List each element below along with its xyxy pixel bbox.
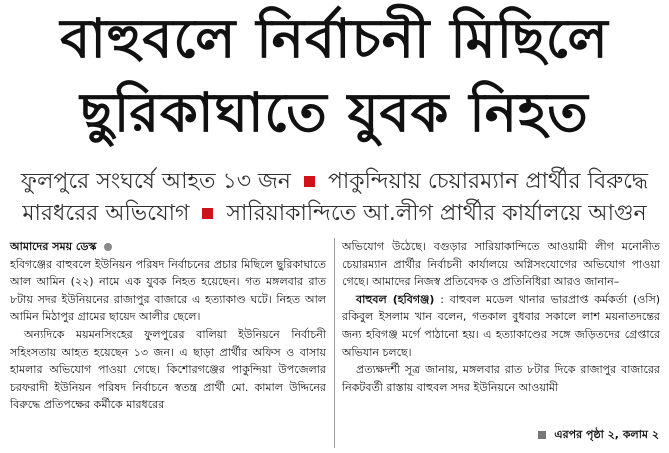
red-square-bullet-icon — [304, 176, 315, 187]
paragraph: অভিযোগ উঠেছে। বগুড়ার সারিয়াকান্দিতে আওয়ামী লীগ মনোনীত চেয়ারম্যান প্রার্থীর নির্বাচনী কার্যালয়ে অগ্নিসংযোগের অভিযোগ পাওয়া গেছে। আমাদের নিজস্ব প্রতিবেদক ও প্রতিনিধিরা আরও জানান– — [342, 240, 660, 289]
paragraph: হবিগঞ্জের বাহুবলে ইউনিয়ন পরিষদ নির্বাচনের প্রচার মিছিলে ছুরিকাঘাতে আল আমিন (২২) নামে এক যুবক নিহত হয়েছেন। গত মঙ্গলবার রাত ৮টায় সদর ইউনিয়নের রাজাপুর বাজারে এ হত্যাকাণ্ড ঘটে। নিহত আল আমিন মিঠাপুর গ্রামের ছায়েদ আলীর ছেলে। — [10, 257, 326, 324]
subhead-line-1 — [0, 167, 669, 197]
subhead-part-3: মারধরের অভিযোগ — [22, 201, 190, 226]
dateline: বাহুবল (হবিগঞ্জ) — [356, 292, 435, 306]
headline-line-2: ছুরিকাঘাতে যুবক নিহত — [80, 81, 589, 144]
paragraph — [342, 291, 660, 361]
paragraph-text: : বাহুবল মডেল থানার ভারপ্রাপ্ত কর্মকর্তা (ওসি) রকিবুল ইসলাম খান বলেন, গতকাল বুধবার সকালে লাশ ময়নাতদন্তের জন্য হবিগঞ্জ মর্গে পাঠানো হয়। এ হত্যাকাণ্ডের সঙ্গে জড়িতদের গ্রেপ্তারে অভিযান চলছে। — [342, 292, 660, 359]
headline-line-1: বাহুবলে নির্বাচনী মিছিলে — [60, 7, 609, 70]
subhead-part-1: ফুলপুরে সংঘর্ষে আহত ১৩ জন — [20, 169, 291, 194]
column-divider — [334, 238, 335, 448]
byline — [10, 238, 326, 256]
continued-text: এরপর পৃষ্ঠা ২, কলাম ২ — [554, 428, 659, 441]
subhead-part-4: সারিয়াকান্দিতে আ.লীগ প্রার্থীর কার্যালয়ে আগুন — [226, 201, 647, 226]
paragraph: প্রত্যক্ষদর্শী সূত্র জানায়, মঙ্গলবার রাত ৮টার দিকে রাজাপুর বাজারের নিকটবর্তী রাস্তায় বাহুবল সদর ইউনিয়নে আওয়ামী — [342, 363, 660, 394]
subhead-line-2 — [0, 199, 669, 229]
continued-note — [538, 426, 659, 445]
paragraph: অন্যদিকে ময়মনসিংহের ফুলপুরের বালিয়া ইউনিয়নে নির্বাচনী সহিংসতায় আহত হয়েছেন ১৩ জন। এ ছাড়া প্রার্থীর অফিস ও বাসায় হামলার অভিযোগ পাওয়া গেছে। কিশোরগঞ্জের পাকুন্দিয়া উপজেলার চরফরাদী ইউনিয়ন পরিষদ নির্বাচনে স্বতন্ত্র প্রার্থী মো. কামাল উদ্দিনের বিরুদ্ধে প্রতিপক্ষের কর্মীকে মারধরের — [10, 327, 326, 412]
gray-dot-icon — [104, 243, 112, 251]
red-square-bullet-icon — [202, 208, 213, 219]
article-column-right — [342, 238, 660, 396]
subhead-part-2: পাকুন্দিয়ায় চেয়ারম্যান প্রার্থীর বিরুদ্ধে — [327, 169, 649, 194]
article-column-left — [10, 238, 326, 414]
byline-text: আমাদের সময় ডেস্ক — [10, 240, 97, 253]
gray-square-bullet-icon — [538, 431, 546, 439]
